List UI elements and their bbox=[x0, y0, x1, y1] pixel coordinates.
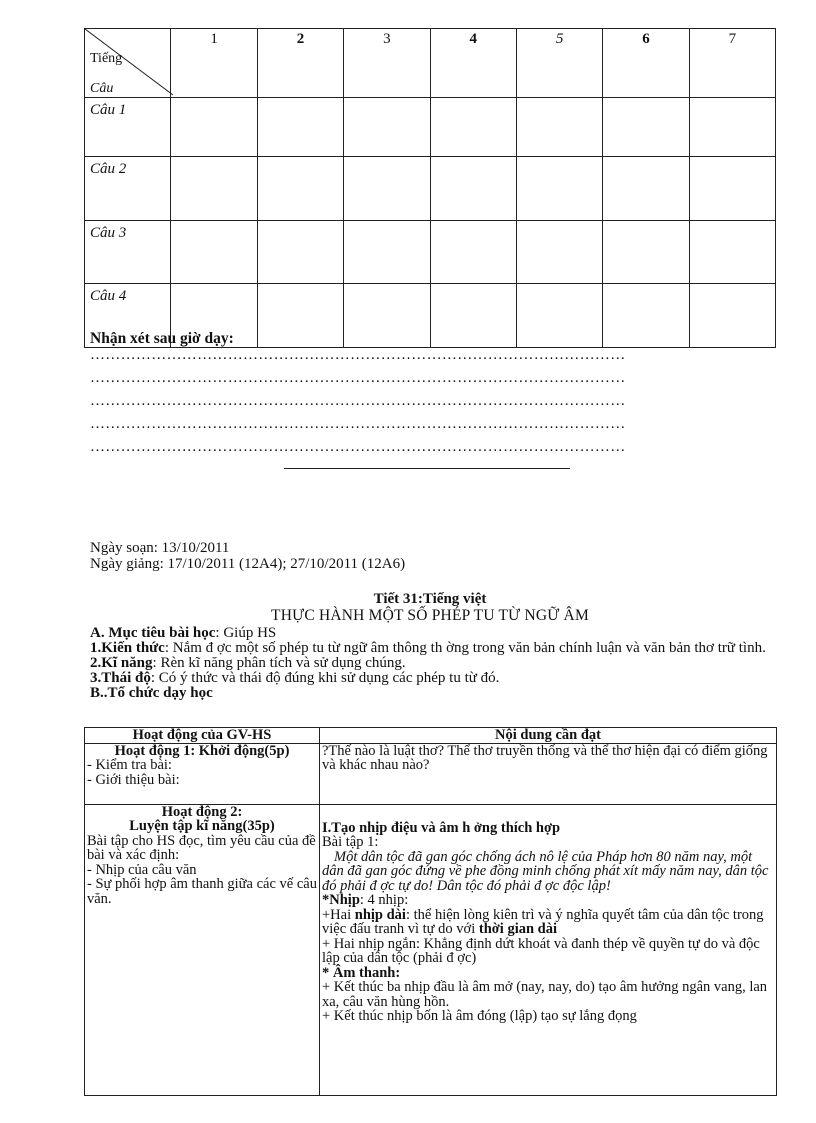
objectives-heading-tail: : Giúp HS bbox=[215, 625, 277, 641]
lesson-period: Tiết 31:Tiếng việt bbox=[373, 591, 487, 607]
grid-col-header: 4 bbox=[430, 29, 516, 98]
dotted-line: …………………………………………………………………………………………… bbox=[90, 439, 626, 455]
objectives bbox=[90, 626, 780, 701]
activity-2-subtitle: Luyện tập kĩ năng(35p) bbox=[129, 818, 275, 834]
long-beat-text: : thể hiện lòng kiên trì và ý nghĩa quyết tâm của dân tộc trong việc đấu tranh vì tự do với bbox=[322, 906, 764, 937]
activity-2-item: - Nhịp của câu văn bbox=[87, 861, 197, 878]
grid-col-header: 5 bbox=[516, 29, 602, 98]
grid-col-header: 1 bbox=[171, 29, 257, 98]
knowledge-text: : Nắm đ ợc một số phép tu từ ngữ âm thông th ờng trong văn bản chính luận và văn bản thơ trữ tình. bbox=[164, 640, 766, 656]
sound-line: + Kết thúc ba nhịp đầu là âm mở (nay, nay, do) tạo âm hưởng ngân vang, lan xa, câu văn hùng hồn. bbox=[322, 979, 768, 1010]
section-divider bbox=[284, 468, 570, 469]
grid-row-label: Câu 3 bbox=[85, 221, 171, 284]
long-beat-label: nhịp dài bbox=[354, 906, 406, 923]
activity-1-item: - Kiểm tra bài: bbox=[87, 757, 172, 773]
organization-heading: B..Tổ chức dạy học bbox=[90, 685, 213, 701]
exercise-quote: Một dân tộc đã gan góc chống ách nô lệ của Pháp hơn 80 năm nay, một dân đã gan góc đứng về phe đồng minh chống phát xít mấy năm nay, dân tộc đó phải đ ợc tự do! Dân tộc đó phải đ ợc độc lập! bbox=[322, 848, 769, 894]
dotted-line: …………………………………………………………………………………………… bbox=[90, 370, 626, 386]
teach-date: Ngày giảng: 17/10/2011 (12A4); 27/10/2011 (12A6) bbox=[90, 556, 406, 572]
activity-2-item: Bài tập cho HS đọc, tìm yêu cầu của đề bài và xác định: bbox=[87, 832, 316, 863]
rhythm-label: *Nhịp bbox=[322, 892, 360, 908]
grid-row-label: Câu 1 bbox=[85, 98, 171, 157]
dotted-line: …………………………………………………………………………………………… bbox=[90, 347, 626, 363]
grid-col-header: 3 bbox=[344, 29, 430, 98]
long-beat-line bbox=[322, 908, 774, 937]
word-grid-table bbox=[84, 28, 776, 348]
grid-row-label: Câu 4 bbox=[85, 284, 171, 348]
objectives-heading: A. Mục tiêu bài học bbox=[90, 625, 216, 641]
lesson-title: THỰC HÀNH MỘT SỐ PHÉP TU TỪ NGỮ ÂM bbox=[271, 607, 589, 624]
rhythm-text: : 4 nhịp: bbox=[359, 892, 409, 908]
long-beat-end: thời gian dài bbox=[478, 921, 558, 937]
exercise-label: Bài tập 1: bbox=[322, 834, 379, 850]
activity-col-header: Hoạt động của GV-HS bbox=[85, 728, 320, 744]
activity-2-item: - Sự phối hợp âm thanh giữa các vế câu văn. bbox=[87, 876, 317, 907]
grid-col-header: 2 bbox=[257, 29, 343, 98]
grid-col-header: 6 bbox=[603, 29, 689, 98]
sound-line: + Kết thúc nhịp bốn là âm đóng (lập) tạo sự lắng đọng bbox=[322, 1008, 637, 1024]
content-col-header: Nội dung cần đạt bbox=[320, 728, 777, 744]
remark-heading: Nhận xét sau giờ dạy: bbox=[90, 330, 234, 347]
skill-label: 2.Kĩ năng bbox=[90, 655, 153, 671]
grid-corner-cell bbox=[85, 29, 171, 98]
short-beat-line: + Hai nhịp ngắn: Khẳng định dứt khoát và đanh thép về quyền tự do và độc lập của dân tộc (phải đ ợc) bbox=[322, 935, 760, 966]
sound-label: * Âm thanh: bbox=[322, 964, 401, 981]
rhythm-line bbox=[322, 893, 774, 908]
corner-label-word: Tiếng bbox=[90, 51, 123, 66]
dotted-line: …………………………………………………………………………………………… bbox=[90, 416, 626, 432]
long-beat-prefix: +Hai bbox=[322, 906, 355, 923]
activity-1-item: - Giới thiệu bài: bbox=[87, 771, 180, 788]
activity-1-title: Hoạt động 1: Khởi động(5p) bbox=[114, 742, 290, 759]
dotted-line: …………………………………………………………………………………………… bbox=[90, 393, 626, 409]
attitude-label: 3.Thái độ bbox=[90, 670, 151, 686]
activity-2-title: Hoạt động 2: bbox=[161, 803, 243, 820]
skill-text: : Rèn kĩ năng phân tích và sử dụng chúng. bbox=[152, 655, 406, 671]
grid-col-header: 7 bbox=[689, 29, 775, 98]
corner-label-sentence: Câu bbox=[90, 81, 114, 96]
grid-row-label: Câu 2 bbox=[85, 157, 171, 221]
prep-date: Ngày soạn: 13/10/2011 bbox=[90, 540, 230, 556]
knowledge-label: 1.Kiến thức bbox=[90, 640, 165, 656]
activity-table bbox=[84, 727, 777, 1096]
section-heading: I.Tạo nhịp điệu và âm h ởng thích hợp bbox=[322, 819, 561, 836]
attitude-text: : Có ý thức và thái độ đúng khi sử dụng các phép tu từ đó. bbox=[150, 670, 500, 686]
warmup-question: ?Thế nào là luật thơ? Thể thơ truyền thống và thể thơ hiện đại có điểm giống và khác nhau nào? bbox=[322, 742, 768, 773]
